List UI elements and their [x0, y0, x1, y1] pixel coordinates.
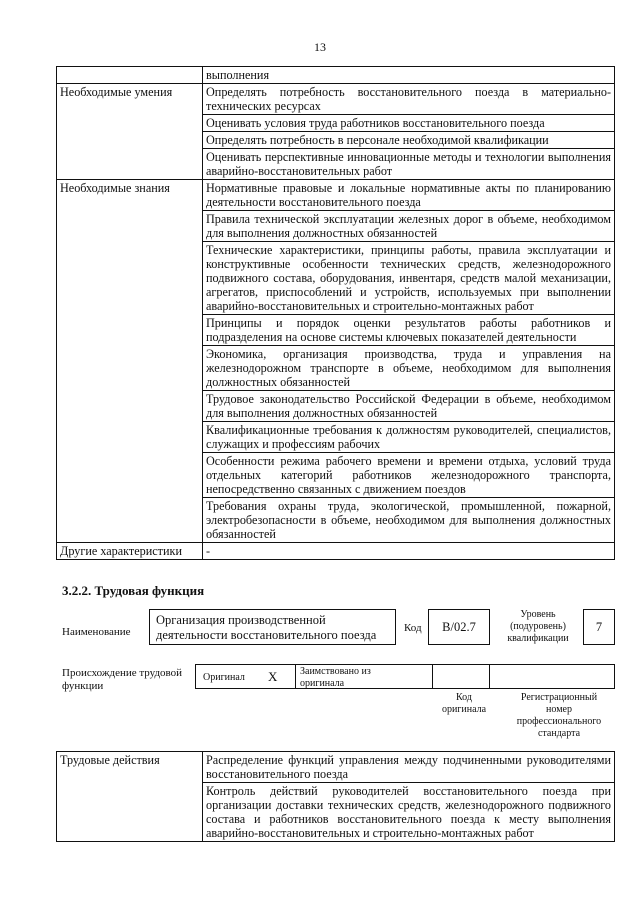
requirements-table	[56, 66, 615, 560]
knowledge-item: Технические характеристики, принципы работы, правила эксплуатации и конструктивные особенности технических средств, железнодорожного подвижного состава, оборудования, инвентаря, средств малой механизации, агрегатов, приспособлений и устройств, используемых при выполнении аварийно-восстановительных и строительно-монтажных работ	[203, 242, 615, 315]
original-label: Оригинал	[203, 672, 245, 683]
knowledge-item: Трудовое законодательство Российской Федерации в объеме, необходимом для выполнения должностных обязанностей	[203, 391, 615, 422]
name-label: Наименование	[62, 626, 131, 638]
skill-item: Оценивать условия труда работников восстановительного поезда	[203, 115, 615, 132]
code-label: Код	[404, 622, 422, 634]
page-bottom-margin	[0, 851, 640, 905]
code-box	[428, 609, 490, 645]
skill-item: Определять потребность восстановительного поезда в материально-технических ресурсах	[203, 84, 615, 115]
page-number: 13	[314, 40, 326, 54]
actions-label: Трудовые действия	[57, 752, 203, 842]
table-row	[57, 180, 615, 211]
borrowed-label: Заимствовано из оригинала	[300, 666, 371, 689]
borrowed-box	[295, 664, 433, 689]
table-row	[57, 752, 615, 783]
other-label: Другие характеристики	[57, 543, 203, 560]
knowledge-item: Особенности режима рабочего времени и времени отдыха, условий труда отдельных категорий работников железнодорожного транспорта, непосредственно связанных с движением поездов	[203, 453, 615, 498]
knowledge-item: Нормативные правовые и локальные нормативные акты по планированию деятельности восстановительного поезда	[203, 180, 615, 211]
original-mark: X	[268, 669, 278, 684]
knowledge-item: Экономика, организация производства, труда и управления на железнодорожном транспорте в объеме, необходимом для выполнения должностных обязанностей	[203, 346, 615, 391]
labor-actions-table	[56, 751, 615, 842]
action-item: Распределение функций управления между подчиненными руководителями восстановительного поезда	[203, 752, 615, 783]
code-caption: Код оригинала	[441, 692, 487, 715]
knowledge-item: Принципы и порядок оценки результатов работы работников и подразделения на основе системы ключевых показателей деятельности	[203, 315, 615, 346]
origin-code-box	[432, 664, 490, 689]
function-name-box	[149, 609, 396, 645]
knowledge-label: Необходимые знания	[57, 180, 203, 543]
level-value: 7	[595, 620, 603, 634]
action-item: Контроль действий руководителей восстановительного поезда при организации доставки технических средств, железнодорожного подвижного состава и работников восстановительного поезда к месту выполнения аварийно-восстановительных и строительно-монтажных работ	[203, 783, 615, 842]
skill-item: Оценивать перспективные инновационные методы и технологии выполнения аварийно-восстановительных работ	[203, 149, 615, 180]
skill-item: Определять потребность в персонале необходимой квалификации	[203, 132, 615, 149]
skills-label: Необходимые умения	[57, 84, 203, 180]
section-heading: 3.2.2. Трудовая функция	[62, 583, 205, 598]
reg-caption: Регистрационный номер профессионального стандарта	[516, 692, 602, 739]
table-row	[57, 84, 615, 115]
table-row	[57, 67, 615, 84]
original-box	[195, 664, 296, 689]
level-label: Уровень (подуровень) квалификации	[507, 609, 569, 644]
knowledge-item: Квалификационные требования к должностям руководителей, специалистов, служащих и профессиям рабочих	[203, 422, 615, 453]
function-name: Организация производственной деятельности восстановительного поезда	[156, 613, 377, 642]
origin-label: Происхождение трудовой функции	[62, 667, 183, 692]
knowledge-item: Требования охраны труда, экологической, промышленной, пожарной, электробезопасности в объеме, необходимом для выполнения должностных обязанностей	[203, 498, 615, 543]
table-row	[57, 543, 615, 560]
knowledge-item: Правила технической эксплуатации железных дорог в объеме, необходимом для выполнения должностных обязанностей	[203, 211, 615, 242]
level-box	[583, 609, 615, 645]
other-value: -	[203, 543, 615, 560]
carry-over-cell: выполнения	[203, 67, 615, 84]
reg-number-box	[489, 664, 615, 689]
function-code: В/02.7	[442, 620, 476, 634]
